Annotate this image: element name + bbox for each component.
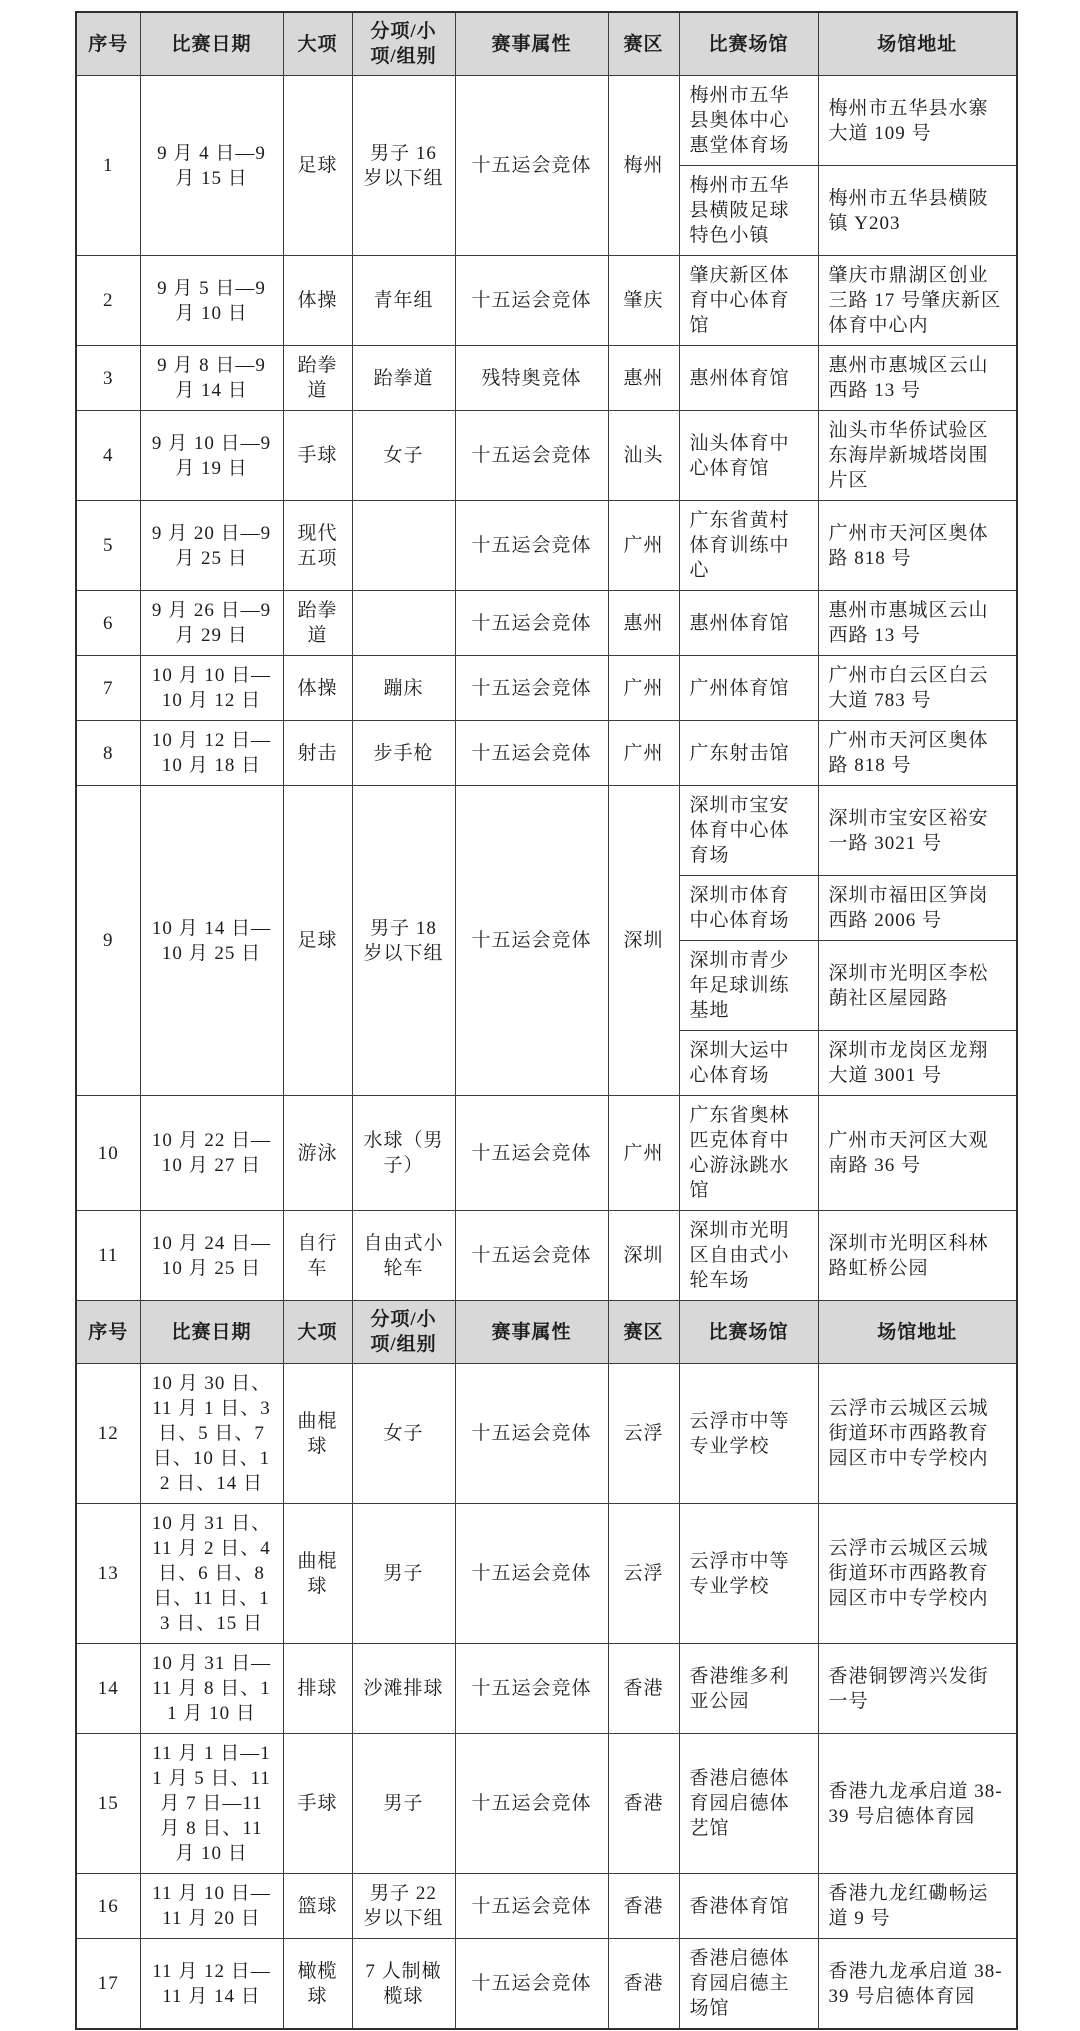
group-cell: 步手枪 — [352, 721, 455, 786]
venue-cell: 香港启德体育园启德体艺馆 — [679, 1734, 818, 1874]
table-row — [76, 346, 1017, 411]
column-header: 比赛日期 — [140, 12, 283, 76]
venue-address-cell: 深圳市光明区科林路虹桥公园 — [818, 1211, 1017, 1301]
table-row — [76, 786, 1017, 876]
date-cell: 9 月 8 日—9 月 14 日 — [140, 346, 283, 411]
row-number-cell: 10 — [76, 1096, 140, 1211]
row-number-cell: 7 — [76, 656, 140, 721]
table-row — [76, 1939, 1017, 2030]
venue-cell: 汕头体育中心体育馆 — [679, 411, 818, 501]
group-cell: 水球（男子） — [352, 1096, 455, 1211]
sport-cell: 跆拳道 — [283, 591, 352, 656]
venue-address-cell: 广州市白云区白云大道 783 号 — [818, 656, 1017, 721]
sport-cell: 排球 — [283, 1644, 352, 1734]
event-attribute-cell: 十五运会竞体 — [455, 786, 608, 1096]
row-number-cell: 2 — [76, 256, 140, 346]
header-row — [76, 1301, 1017, 1364]
group-cell: 男子 18 岁以下组 — [352, 786, 455, 1096]
group-cell: 女子 — [352, 1364, 455, 1504]
group-cell: 男子 16 岁以下组 — [352, 76, 455, 256]
row-number-cell: 11 — [76, 1211, 140, 1301]
group-cell: 沙滩排球 — [352, 1644, 455, 1734]
zone-cell: 深圳 — [608, 1211, 679, 1301]
venue-address-cell: 梅州市五华县水寨大道 109 号 — [818, 76, 1017, 166]
date-cell: 11 月 12 日—11 月 14 日 — [140, 1939, 283, 2030]
schedule-table-body — [76, 12, 1017, 2029]
date-cell: 10 月 14 日—10 月 25 日 — [140, 786, 283, 1096]
date-cell: 10 月 30 日、11 月 1 日、3 日、5 日、7 日、10 日、12 日、14 日 — [140, 1364, 283, 1504]
table-row — [76, 656, 1017, 721]
date-cell: 11 月 1 日—11 月 5 日、11 月 7 日—11 月 8 日、11 月 10 日 — [140, 1734, 283, 1874]
venue-cell: 广东射击馆 — [679, 721, 818, 786]
group-cell: 7 人制橄榄球 — [352, 1939, 455, 2030]
venue-cell: 深圳市体育中心体育场 — [679, 876, 818, 941]
venue-address-cell: 惠州市惠城区云山西路 13 号 — [818, 591, 1017, 656]
venue-address-cell: 云浮市云城区云城街道环市西路教育园区市中专学校内 — [818, 1504, 1017, 1644]
sport-cell: 跆拳道 — [283, 346, 352, 411]
row-number-cell: 3 — [76, 346, 140, 411]
row-number-cell: 4 — [76, 411, 140, 501]
date-cell: 10 月 12 日—10 月 18 日 — [140, 721, 283, 786]
venue-cell: 肇庆新区体育中心体育馆 — [679, 256, 818, 346]
venue-address-cell: 深圳市光明区李松蓢社区屋园路 — [818, 941, 1017, 1031]
venue-address-cell: 香港九龙承启道 38-39 号启德体育园 — [818, 1734, 1017, 1874]
event-attribute-cell: 十五运会竞体 — [455, 501, 608, 591]
column-header: 比赛场馆 — [679, 1301, 818, 1364]
column-header: 序号 — [76, 12, 140, 76]
row-number-cell: 14 — [76, 1644, 140, 1734]
table-row — [76, 591, 1017, 656]
event-attribute-cell: 十五运会竞体 — [455, 1211, 608, 1301]
event-attribute-cell: 十五运会竞体 — [455, 411, 608, 501]
column-header: 序号 — [76, 1301, 140, 1364]
zone-cell: 香港 — [608, 1644, 679, 1734]
venue-cell: 惠州体育馆 — [679, 591, 818, 656]
header-row — [76, 12, 1017, 76]
venue-cell: 广州体育馆 — [679, 656, 818, 721]
venue-address-cell: 香港铜锣湾兴发街一号 — [818, 1644, 1017, 1734]
zone-cell: 广州 — [608, 1096, 679, 1211]
event-attribute-cell: 十五运会竞体 — [455, 656, 608, 721]
row-number-cell: 17 — [76, 1939, 140, 2030]
date-cell: 11 月 10 日—11 月 20 日 — [140, 1874, 283, 1939]
sport-cell: 曲棍球 — [283, 1504, 352, 1644]
sport-cell: 游泳 — [283, 1096, 352, 1211]
date-cell: 10 月 22 日—10 月 27 日 — [140, 1096, 283, 1211]
date-cell: 9 月 4 日—9 月 15 日 — [140, 76, 283, 256]
zone-cell: 香港 — [608, 1939, 679, 2030]
zone-cell: 广州 — [608, 656, 679, 721]
event-attribute-cell: 十五运会竞体 — [455, 1644, 608, 1734]
group-cell — [352, 591, 455, 656]
table-row — [76, 76, 1017, 166]
row-number-cell: 12 — [76, 1364, 140, 1504]
venue-address-cell: 香港九龙红磡畅运道 9 号 — [818, 1874, 1017, 1939]
venue-address-cell: 汕头市华侨试验区东海岸新城塔岗围片区 — [818, 411, 1017, 501]
date-cell: 9 月 26 日—9 月 29 日 — [140, 591, 283, 656]
sport-cell: 现代五项 — [283, 501, 352, 591]
venue-cell: 香港体育馆 — [679, 1874, 818, 1939]
group-cell: 青年组 — [352, 256, 455, 346]
venue-address-cell: 深圳市福田区笋岗西路 2006 号 — [818, 876, 1017, 941]
row-number-cell: 5 — [76, 501, 140, 591]
event-attribute-cell: 十五运会竞体 — [455, 1096, 608, 1211]
group-cell: 蹦床 — [352, 656, 455, 721]
column-header: 大项 — [283, 12, 352, 76]
column-header: 赛事属性 — [455, 12, 608, 76]
sport-cell: 手球 — [283, 1734, 352, 1874]
row-number-cell: 9 — [76, 786, 140, 1096]
date-cell: 10 月 10 日—10 月 12 日 — [140, 656, 283, 721]
group-cell — [352, 501, 455, 591]
venue-address-cell: 香港九龙承启道 38-39 号启德体育园 — [818, 1939, 1017, 2030]
date-cell: 9 月 5 日—9 月 10 日 — [140, 256, 283, 346]
zone-cell: 梅州 — [608, 76, 679, 256]
event-attribute-cell: 十五运会竞体 — [455, 1939, 608, 2030]
column-header: 大项 — [283, 1301, 352, 1364]
venue-address-cell: 梅州市五华县横陂镇 Y203 — [818, 166, 1017, 256]
sport-cell: 手球 — [283, 411, 352, 501]
venue-address-cell: 深圳市宝安区裕安一路 3021 号 — [818, 786, 1017, 876]
sport-cell: 体操 — [283, 256, 352, 346]
group-cell: 女子 — [352, 411, 455, 501]
table-row — [76, 1364, 1017, 1504]
row-number-cell: 16 — [76, 1874, 140, 1939]
venue-address-cell: 肇庆市鼎湖区创业三路 17 号肇庆新区体育中心内 — [818, 256, 1017, 346]
row-number-cell: 6 — [76, 591, 140, 656]
event-attribute-cell: 十五运会竞体 — [455, 1874, 608, 1939]
sport-cell: 自行车 — [283, 1211, 352, 1301]
table-row — [76, 256, 1017, 346]
zone-cell: 惠州 — [608, 591, 679, 656]
zone-cell: 云浮 — [608, 1364, 679, 1504]
venue-cell: 广东省黄村体育训练中心 — [679, 501, 818, 591]
venue-cell: 深圳市青少年足球训练基地 — [679, 941, 818, 1031]
venue-cell: 云浮市中等专业学校 — [679, 1504, 818, 1644]
group-cell: 跆拳道 — [352, 346, 455, 411]
column-header: 赛区 — [608, 12, 679, 76]
sport-cell: 曲棍球 — [283, 1364, 352, 1504]
event-attribute-cell: 十五运会竞体 — [455, 591, 608, 656]
zone-cell: 深圳 — [608, 786, 679, 1096]
table-row — [76, 721, 1017, 786]
column-header: 比赛场馆 — [679, 12, 818, 76]
sport-cell: 足球 — [283, 76, 352, 256]
table-row — [76, 1096, 1017, 1211]
sport-cell: 足球 — [283, 786, 352, 1096]
column-header: 赛区 — [608, 1301, 679, 1364]
group-cell: 男子 — [352, 1734, 455, 1874]
venue-address-cell: 广州市天河区奥体路 818 号 — [818, 501, 1017, 591]
group-cell: 男子 — [352, 1504, 455, 1644]
zone-cell: 香港 — [608, 1874, 679, 1939]
date-cell: 9 月 10 日—9 月 19 日 — [140, 411, 283, 501]
column-header: 场馆地址 — [818, 12, 1017, 76]
venue-cell: 梅州市五华县横陂足球特色小镇 — [679, 166, 818, 256]
date-cell: 10 月 31 日、11 月 2 日、4 日、6 日、8 日、11 日、13 日、15 日 — [140, 1504, 283, 1644]
venue-cell: 深圳市光明区自由式小轮车场 — [679, 1211, 818, 1301]
row-number-cell: 13 — [76, 1504, 140, 1644]
date-cell: 10 月 24 日—10 月 25 日 — [140, 1211, 283, 1301]
venue-cell: 香港启德体育园启德主场馆 — [679, 1939, 818, 2030]
zone-cell: 广州 — [608, 501, 679, 591]
sport-cell: 体操 — [283, 656, 352, 721]
event-attribute-cell: 十五运会竞体 — [455, 721, 608, 786]
column-header: 赛事属性 — [455, 1301, 608, 1364]
venue-cell: 惠州体育馆 — [679, 346, 818, 411]
date-cell: 10 月 31 日—11 月 8 日、11 月 10 日 — [140, 1644, 283, 1734]
zone-cell: 云浮 — [608, 1504, 679, 1644]
sport-cell: 篮球 — [283, 1874, 352, 1939]
zone-cell: 汕头 — [608, 411, 679, 501]
event-attribute-cell: 残特奥竞体 — [455, 346, 608, 411]
column-header: 比赛日期 — [140, 1301, 283, 1364]
venue-address-cell: 广州市天河区奥体路 818 号 — [818, 721, 1017, 786]
group-cell: 男子 22 岁以下组 — [352, 1874, 455, 1939]
zone-cell: 香港 — [608, 1734, 679, 1874]
table-row — [76, 501, 1017, 591]
event-attribute-cell: 十五运会竞体 — [455, 256, 608, 346]
event-attribute-cell: 十五运会竞体 — [455, 1734, 608, 1874]
venue-cell: 深圳市宝安体育中心体育场 — [679, 786, 818, 876]
column-header: 场馆地址 — [818, 1301, 1017, 1364]
venue-address-cell: 广州市天河区大观南路 36 号 — [818, 1096, 1017, 1211]
column-header: 分项/小项/组别 — [352, 1301, 455, 1364]
venue-address-cell: 云浮市云城区云城街道环市西路教育园区市中专学校内 — [818, 1364, 1017, 1504]
event-attribute-cell: 十五运会竞体 — [455, 1364, 608, 1504]
date-cell: 9 月 20 日—9 月 25 日 — [140, 501, 283, 591]
sport-cell: 射击 — [283, 721, 352, 786]
table-row — [76, 1211, 1017, 1301]
table-row — [76, 1874, 1017, 1939]
table-row — [76, 1504, 1017, 1644]
row-number-cell: 15 — [76, 1734, 140, 1874]
zone-cell: 广州 — [608, 721, 679, 786]
venue-address-cell: 惠州市惠城区云山西路 13 号 — [818, 346, 1017, 411]
venue-cell: 梅州市五华县奥体中心惠堂体育场 — [679, 76, 818, 166]
venue-address-cell: 深圳市龙岗区龙翔大道 3001 号 — [818, 1031, 1017, 1096]
column-header: 分项/小项/组别 — [352, 12, 455, 76]
zone-cell: 肇庆 — [608, 256, 679, 346]
event-attribute-cell: 十五运会竞体 — [455, 1504, 608, 1644]
zone-cell: 惠州 — [608, 346, 679, 411]
venue-cell: 深圳大运中心体育场 — [679, 1031, 818, 1096]
table-row — [76, 1734, 1017, 1874]
venue-cell: 广东省奥林匹克体育中心游泳跳水馆 — [679, 1096, 818, 1211]
row-number-cell: 8 — [76, 721, 140, 786]
sport-cell: 橄榄球 — [283, 1939, 352, 2030]
row-number-cell: 1 — [76, 76, 140, 256]
table-row — [76, 411, 1017, 501]
venue-cell: 云浮市中等专业学校 — [679, 1364, 818, 1504]
schedule-table — [75, 11, 1018, 2030]
table-row — [76, 1644, 1017, 1734]
venue-cell: 香港维多利亚公园 — [679, 1644, 818, 1734]
event-attribute-cell: 十五运会竞体 — [455, 76, 608, 256]
group-cell: 自由式小轮车 — [352, 1211, 455, 1301]
